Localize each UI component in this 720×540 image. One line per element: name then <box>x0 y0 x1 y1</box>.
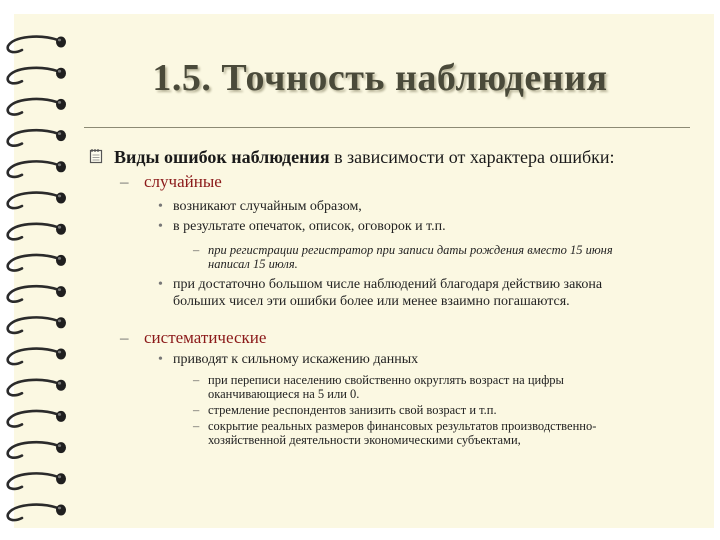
title-divider <box>84 127 690 128</box>
random-example <box>88 243 698 271</box>
systematic-sub-1-line-1: при переписи населению свойственно округлять возраст на цифры <box>208 373 564 387</box>
slide-content <box>88 146 698 447</box>
random-errors-label: случайные <box>144 172 222 191</box>
spiral-ring <box>8 224 66 240</box>
spiral-ring <box>8 380 66 396</box>
spiral-ring <box>8 317 66 333</box>
bullet-dot: • <box>158 199 163 214</box>
spiral-ring <box>8 286 66 302</box>
systematic-sub-3 <box>88 419 698 447</box>
systematic-sub-1 <box>88 373 698 401</box>
systematic-errors-label: систематические <box>144 328 267 347</box>
dash-marker: – <box>193 403 200 417</box>
systematic-sub-3-line-1: сокрытие реальных размеров финансовых результатов производственно- <box>208 419 597 433</box>
spiral-ring <box>8 99 66 115</box>
bullet-dot: • <box>158 352 163 367</box>
dash-marker: – <box>120 328 129 347</box>
random-item-2 <box>88 218 698 235</box>
dash-marker: – <box>193 243 200 257</box>
random-errors-heading <box>88 171 698 192</box>
random-law-line-2: больших чисел эти ошибки более или менее взаимно погашаются. <box>173 294 570 309</box>
systematic-sub-2-text: стремление респондентов занизить свой возраст и т.п. <box>208 403 497 417</box>
systematic-item-text: приводят к сильному искажению данных <box>173 352 419 367</box>
spiral-ring <box>8 193 66 209</box>
notepad-bullet-icon <box>88 148 104 164</box>
random-item-3 <box>88 276 698 310</box>
main-point-bold: Виды ошибок наблюдения <box>114 147 330 167</box>
random-example-line-2: написал 15 июля. <box>208 257 298 271</box>
bullet-dot: • <box>158 219 163 234</box>
main-point <box>88 146 698 168</box>
spiral-ring <box>8 411 66 427</box>
slide-title: 1.5. Точность наблюдения <box>152 57 608 99</box>
main-point-rest: в зависимости от характера ошибки: <box>329 147 615 167</box>
systematic-sub-3-line-2: хозяйственной деятельности экономическими субъектами, <box>208 433 521 447</box>
systematic-errors-heading <box>88 327 698 348</box>
spiral-ring <box>8 349 66 365</box>
spiral-ring <box>8 505 66 521</box>
spiral-ring <box>8 255 66 271</box>
spiral-ring <box>8 130 66 146</box>
random-item-2-text: в результате опечаток, описок, оговорок и т.п. <box>173 219 446 234</box>
systematic-item <box>88 351 698 368</box>
random-example-line-1: при регистрации регистратор при записи даты рождения вместо 15 июня <box>208 243 613 257</box>
spiral-ring <box>8 37 66 53</box>
random-law-line-1: при достаточно большом числе наблюдений благодаря действию закона <box>173 277 603 292</box>
random-item-1 <box>88 198 698 215</box>
spiral-ring <box>8 442 66 458</box>
dash-marker: – <box>193 419 200 433</box>
random-item-1-text: возникают случайным образом, <box>173 199 362 214</box>
systematic-sub-2 <box>88 403 698 417</box>
spiral-ring <box>8 68 66 84</box>
bullet-dot: • <box>158 277 163 292</box>
dash-marker: – <box>193 373 200 387</box>
dash-marker: – <box>120 172 129 191</box>
spiral-ring <box>8 161 66 177</box>
spiral-ring <box>8 473 66 489</box>
systematic-sub-1-line-2: оканчивающиеся на 5 или 0. <box>208 387 360 401</box>
